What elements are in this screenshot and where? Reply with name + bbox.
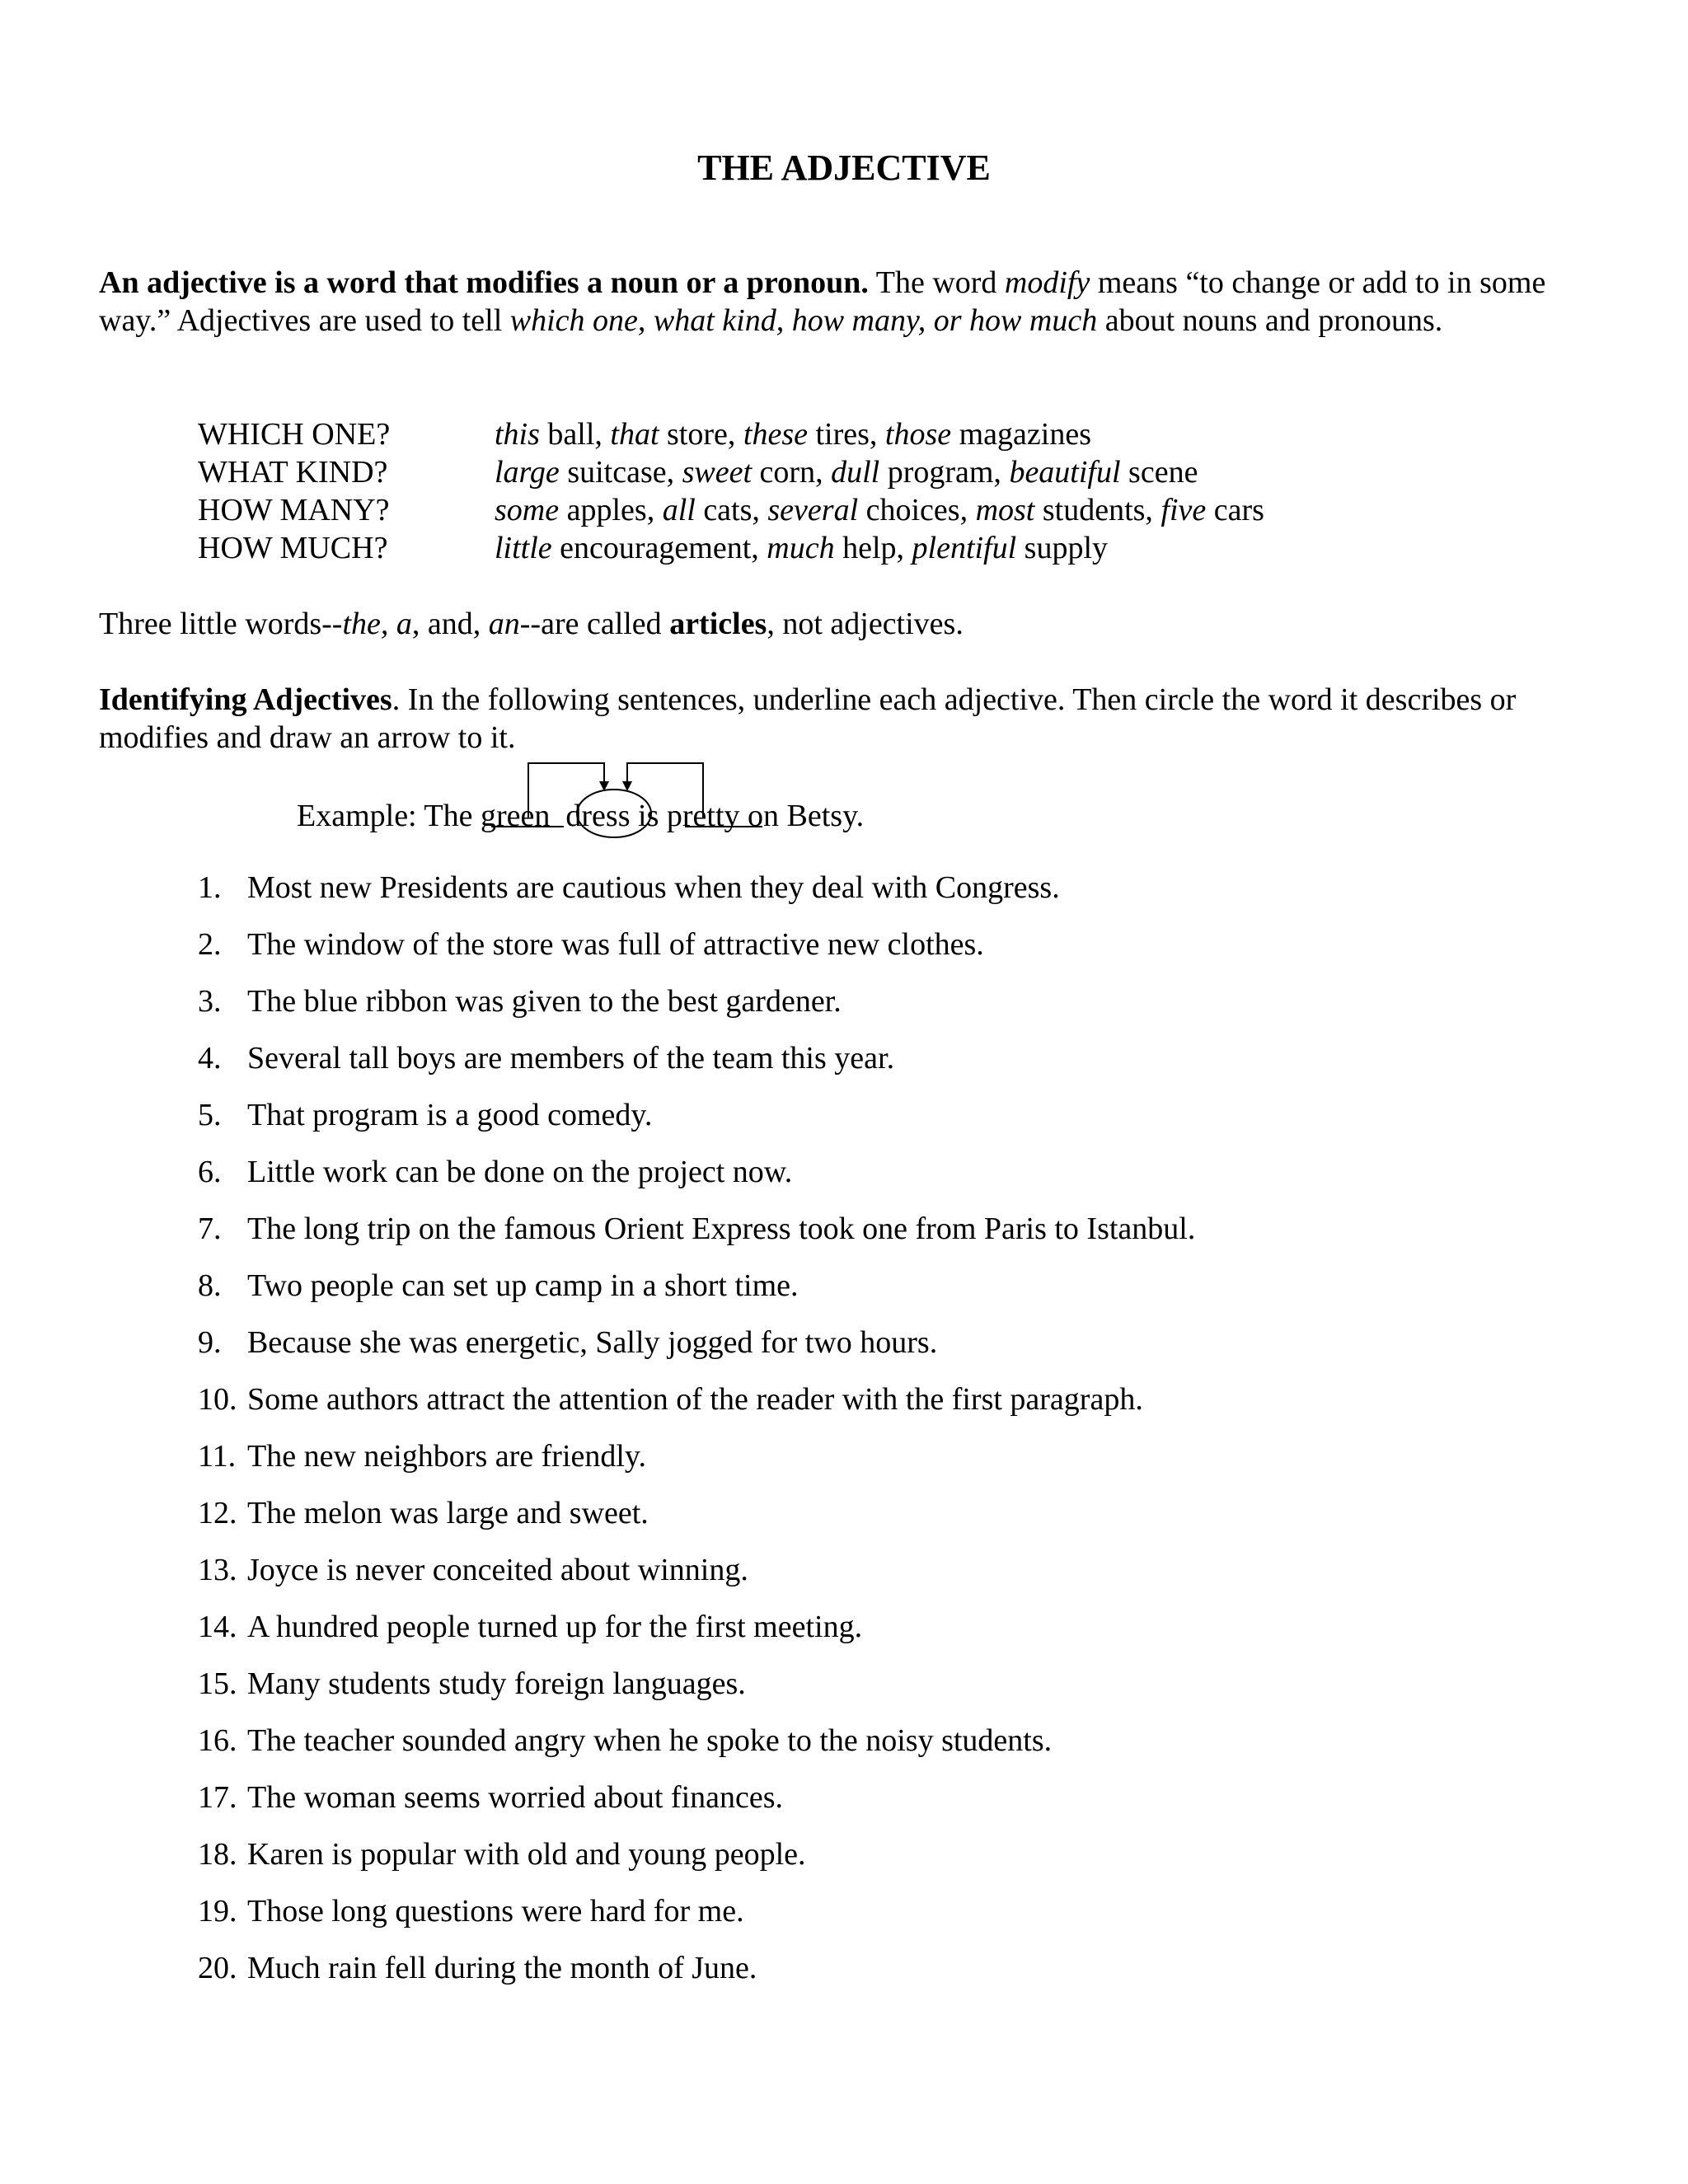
item-text: That program is a good comedy. xyxy=(247,1098,653,1132)
example-adjective: most xyxy=(975,493,1035,527)
item-text: The long trip on the famous Orient Express took one from Paris to Istanbul. xyxy=(247,1212,1196,1246)
example-adjective: that xyxy=(610,417,659,452)
example-text: encouragement, xyxy=(551,531,767,565)
item-text: Because she was energetic, Sally jogged for two hours. xyxy=(247,1325,938,1360)
exercise-item xyxy=(198,1722,1599,1779)
definition-questions: which one, what kind, how many, or how much xyxy=(509,303,1098,338)
item-number: 17. xyxy=(198,1780,237,1815)
item-text: The woman seems worried about finances. xyxy=(247,1780,784,1815)
definition-text-3: about nouns and pronouns. xyxy=(1097,303,1443,338)
example-adjective: little xyxy=(495,531,552,565)
example-adjective: beautiful xyxy=(1009,455,1121,490)
item-text: Many students study foreign languages. xyxy=(247,1666,746,1701)
example-adjective: this xyxy=(495,417,540,452)
example-text: choices, xyxy=(858,493,976,527)
definition-modify: modify xyxy=(1004,265,1090,300)
example-text: program, xyxy=(879,455,1010,490)
item-number: 6. xyxy=(198,1155,222,1189)
exercise-item xyxy=(198,1835,1599,1892)
example-adj-green: green xyxy=(481,799,551,833)
item-number: 11. xyxy=(198,1439,237,1474)
item-text: The teacher sounded angry when he spoke to the noisy students. xyxy=(247,1723,1053,1758)
item-number: 5. xyxy=(198,1098,222,1132)
item-number: 14. xyxy=(198,1610,237,1644)
item-text: Joyce is never conceited about winning. xyxy=(247,1553,748,1587)
example-adjective: five xyxy=(1160,493,1207,527)
item-number: 8. xyxy=(198,1268,222,1303)
example-text: cars xyxy=(1206,493,1264,527)
example-text: suitcase, xyxy=(559,455,682,490)
example-adjective: dull xyxy=(831,455,880,490)
item-number: 4. xyxy=(198,1041,222,1076)
item-text: A hundred people turned up for the first meeting. xyxy=(247,1610,863,1644)
example-sentence xyxy=(297,797,864,835)
example-text: tires, xyxy=(807,417,885,452)
example-adjective: large xyxy=(495,455,560,490)
item-number: 9. xyxy=(198,1325,222,1360)
example-text: store, xyxy=(659,417,743,452)
item-number: 18. xyxy=(198,1837,237,1872)
exercise-item xyxy=(198,1267,1599,1324)
articles-the-a: the, a xyxy=(342,607,412,641)
exercise-item xyxy=(198,1665,1599,1722)
exercise-item xyxy=(198,1608,1599,1665)
example-question: HOW MANY? xyxy=(198,493,390,527)
example-text: corn, xyxy=(752,455,832,490)
articles-bold: articles xyxy=(669,607,767,641)
exercise-item xyxy=(198,1779,1599,1835)
example-text: ball, xyxy=(539,417,611,452)
exercise-item xyxy=(198,1210,1599,1267)
example-text: students, xyxy=(1034,493,1161,527)
item-text: Much rain fell during the month of June. xyxy=(247,1951,757,1985)
exercise-item xyxy=(198,1039,1599,1096)
example-prefix: Example: The xyxy=(297,799,481,833)
example-adjective: plentiful xyxy=(912,531,1017,565)
exercise-item xyxy=(198,926,1599,982)
item-text: Those long questions were hard for me. xyxy=(247,1894,744,1929)
exercise-item xyxy=(198,1380,1599,1437)
item-text: Two people can set up camp in a short time. xyxy=(247,1268,799,1303)
example-text: scene xyxy=(1120,455,1198,490)
exercise-item xyxy=(198,1324,1599,1380)
example-adjective: these xyxy=(743,417,808,452)
example-adjective: sweet xyxy=(682,455,753,490)
item-number: 16. xyxy=(198,1723,237,1758)
example-annotations xyxy=(0,0,1688,907)
instructions-text: . In the following sentences, underline each adjective. Then circle the word it describes or modifies and draw an arrow to it. xyxy=(99,682,1517,755)
item-text: Little work can be done on the project now. xyxy=(247,1155,793,1189)
example-suffix: on Betsy. xyxy=(748,799,865,833)
example-verb: is xyxy=(638,799,659,833)
exercise-item xyxy=(198,869,1599,926)
item-text: Several tall boys are members of the team this year. xyxy=(247,1041,895,1076)
example-text: apples, xyxy=(559,493,663,527)
item-number: 7. xyxy=(198,1212,222,1246)
item-text: The window of the store was full of attractive new clothes. xyxy=(247,927,984,962)
item-text: The new neighbors are friendly. xyxy=(247,1439,646,1474)
example-question: WHAT KIND? xyxy=(198,455,388,490)
definition-bold: An adjective is a word that modifies a noun or a pronoun. xyxy=(99,265,869,300)
example-text: magazines xyxy=(951,417,1091,452)
item-text: Some authors attract the attention of the reader with the first paragraph. xyxy=(247,1382,1143,1417)
example-adjective: several xyxy=(767,493,859,527)
exercise-item xyxy=(198,982,1599,1039)
item-text: The melon was large and sweet. xyxy=(247,1496,649,1530)
definition-text-1: The word xyxy=(868,265,1005,300)
articles-text-1: Three little words-- xyxy=(99,607,343,641)
item-text: The blue ribbon was given to the best gardener. xyxy=(247,984,842,1019)
example-adj-pretty: pretty xyxy=(666,799,740,833)
example-text: cats, xyxy=(695,493,768,527)
exercise-item xyxy=(198,1437,1599,1494)
exercise-item xyxy=(198,1551,1599,1608)
item-number: 1. xyxy=(198,870,222,905)
example-adjective: much xyxy=(767,531,835,565)
example-text: supply xyxy=(1016,531,1109,565)
exercise-list xyxy=(198,869,1599,2006)
item-number: 10. xyxy=(198,1382,237,1417)
item-number: 3. xyxy=(198,984,222,1019)
exercise-item xyxy=(198,1494,1599,1551)
item-text: Karen is popular with old and young people. xyxy=(247,1837,806,1872)
item-number: 19. xyxy=(198,1894,237,1929)
example-question: WHICH ONE? xyxy=(198,417,391,452)
example-adjective: all xyxy=(662,493,696,527)
example-text: help, xyxy=(834,531,912,565)
item-number: 20. xyxy=(198,1951,237,1985)
item-text: Most new Presidents are cautious when they deal with Congress. xyxy=(247,870,1060,905)
exercise-item xyxy=(198,1892,1599,1949)
example-question: HOW MUCH? xyxy=(198,531,388,565)
articles-text-4: , not adjectives. xyxy=(767,607,964,641)
exercise-item xyxy=(198,1949,1599,2006)
page-title: THE ADJECTIVE xyxy=(697,148,991,188)
definition-text-2: means “to change or add to in some way.” Adjectives are used to tell xyxy=(99,265,1546,338)
item-number: 2. xyxy=(198,927,222,962)
articles-an: an xyxy=(488,607,520,641)
example-adjective: some xyxy=(495,493,560,527)
exercise-item xyxy=(198,1096,1599,1153)
item-number: 12. xyxy=(198,1496,237,1530)
instructions-heading: Identifying Adjectives xyxy=(99,682,392,717)
exercise-item xyxy=(198,1153,1599,1210)
articles-text-3: --are called xyxy=(519,607,670,641)
articles-text-2: , and, xyxy=(411,607,489,641)
example-noun-dress: dress xyxy=(565,799,631,833)
item-number: 15. xyxy=(198,1666,237,1701)
example-adjective: those xyxy=(884,417,952,452)
item-number: 13. xyxy=(198,1553,237,1587)
